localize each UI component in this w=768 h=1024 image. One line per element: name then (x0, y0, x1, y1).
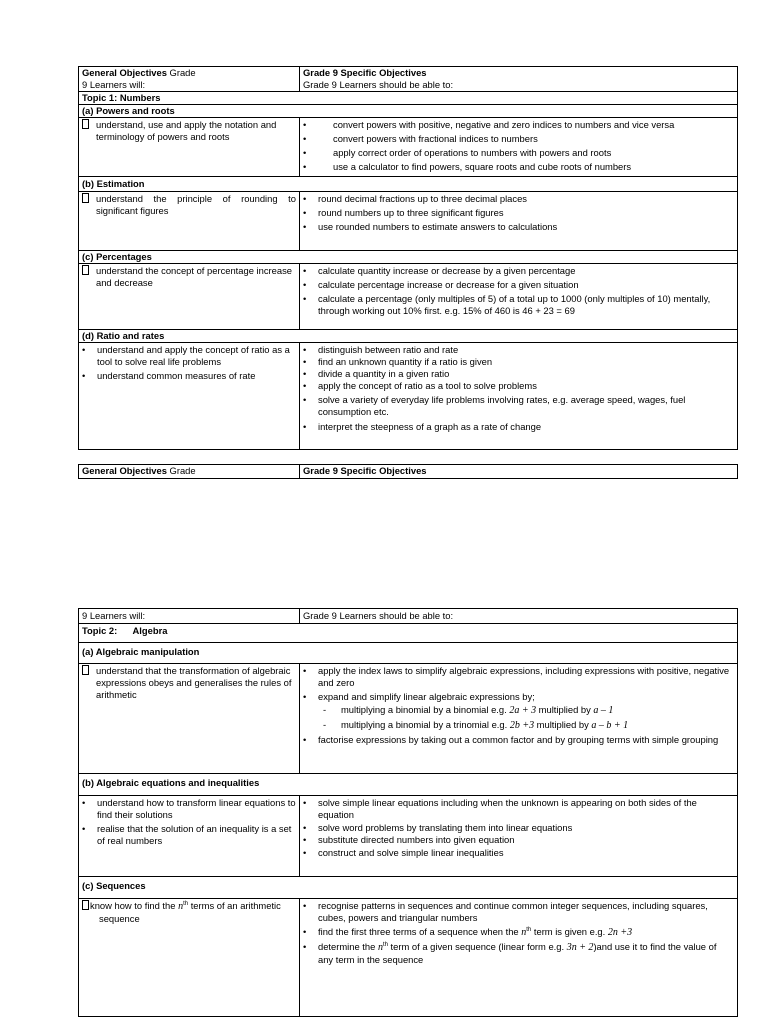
checkbox-bullet-icon (82, 119, 89, 129)
sub-list-item (303, 719, 734, 732)
specific-objectives-label: Grade 9 Specific Objectives (303, 465, 427, 476)
item-text: understand, use and apply the notation and terminology of powers and roots (96, 119, 277, 142)
sub-list-item (303, 704, 734, 717)
list-item (303, 380, 734, 392)
list-item (303, 279, 734, 291)
topic2-algebra-table (78, 608, 738, 1017)
superscript: th (526, 926, 532, 933)
list-item (82, 370, 296, 382)
superscript: th (382, 941, 388, 948)
bullet-icon: • (303, 356, 307, 367)
learners-able-label: Grade 9 Learners should be able to: (303, 610, 454, 621)
list-item (303, 394, 734, 418)
item-text: use a calculator to find powers, square roots and cube roots of numbers (333, 161, 632, 172)
dash-icon: - (323, 704, 327, 715)
learners-will-label: 9 Learners will: (79, 609, 300, 623)
section-title-row (79, 177, 737, 192)
item-text: calculate a percentage (only multiples of 5) of a total up to 1000 (only multiples of 10) mentally, through working out 10% first. e.g. 15% of 460 is 46 + 23 = 69 (318, 293, 711, 316)
bullet-icon: • (303, 797, 307, 808)
topic-row (79, 624, 737, 643)
item-text: convert powers with fractional indices to numbers (333, 133, 538, 144)
list-item (303, 734, 734, 746)
bullet-icon: • (303, 344, 307, 355)
item-text: calculate quantity increase or decrease by a given percentage (318, 265, 576, 276)
section-content-sequences (79, 899, 737, 1016)
header-row (79, 609, 737, 624)
list-item (303, 797, 734, 821)
bullet-icon: • (303, 847, 307, 858)
bullet-icon: • (303, 265, 307, 276)
list-item (303, 221, 734, 233)
item-text: understand the concept of percentage increase and decrease (96, 265, 292, 288)
item-text: understand common measures of rate (97, 370, 256, 381)
math-expression: 2b +3 (509, 720, 535, 731)
math-expression: 3n + 2 (566, 942, 594, 953)
item-text: realise that the solution of an inequality is a set of real numbers (97, 823, 292, 846)
list-item (82, 797, 296, 821)
bullet-icon: • (303, 734, 307, 745)
item-text: solve a variety of everyday life problems involving rates, e.g. average speed, wages, fuel consumption etc. (318, 394, 686, 417)
learners-able-label: Grade 9 Learners should be able to: (303, 79, 454, 90)
list-item (82, 665, 296, 701)
header-row (79, 67, 737, 92)
section-content-equations (79, 796, 737, 877)
bullet-icon: • (303, 161, 307, 172)
specific-objective-cell (300, 796, 737, 876)
item-text: apply correct order of operations to numbers with powers and roots (333, 147, 612, 158)
bullet-icon: • (82, 797, 86, 808)
list-item (303, 147, 734, 159)
topic-title: Topic 1: Numbers (82, 92, 161, 103)
item-text: factorise expressions by taking out a common factor and by grouping terms with simple grouping (318, 734, 719, 745)
math-variable: n (521, 927, 527, 938)
list-item (303, 193, 734, 205)
general-objectives-label: General Objectives (82, 465, 167, 476)
bullet-icon: • (303, 133, 307, 144)
item-text: understand and apply the concept of ratio as a tool to solve real life problems (97, 344, 290, 367)
math-variable: n (178, 901, 184, 912)
bullet-icon: • (303, 394, 307, 405)
list-item (82, 900, 296, 925)
bullet-icon: • (303, 368, 307, 379)
specific-objectives-label: Grade 9 Specific Objectives (303, 67, 427, 78)
specific-objective-cell (300, 899, 737, 1016)
bullet-icon: • (303, 147, 307, 158)
item-text: multiplying a binomial by a trinomial e.g. (341, 719, 510, 730)
list-item (303, 133, 734, 145)
math-variable: n (377, 942, 383, 953)
bullet-icon: • (82, 823, 86, 834)
bullet-icon: • (82, 344, 86, 355)
specific-objective-cell (300, 343, 737, 449)
list-item (303, 207, 734, 219)
item-text: expand and simplify linear algebraic expressions by; (318, 691, 535, 702)
checkbox-bullet-icon (82, 265, 89, 275)
list-item (82, 344, 296, 368)
list-item (303, 900, 734, 924)
section-content-ratio (79, 343, 737, 449)
item-text: divide a quantity in a given ratio (318, 368, 450, 379)
bullet-icon: • (82, 370, 86, 381)
general-objectives-header (79, 465, 300, 478)
list-item (82, 119, 296, 143)
item-text: convert powers with positive, negative and zero indices to numbers and vice versa (333, 119, 675, 130)
bullet-icon: • (303, 941, 307, 952)
header-row (79, 465, 737, 478)
list-item (82, 265, 296, 289)
specific-objective-cell (300, 192, 737, 250)
item-text: substitute directed numbers into given equation (318, 834, 515, 845)
section-content-powers (79, 118, 737, 177)
section-title-row (79, 251, 737, 264)
bullet-icon: • (303, 207, 307, 218)
bullet-icon: • (303, 834, 307, 845)
item-text: use rounded numbers to estimate answers to calculations (318, 221, 558, 232)
bullet-icon: • (303, 926, 307, 937)
item-text: distinguish between ratio and rate (318, 344, 459, 355)
specific-objective-cell (300, 664, 737, 773)
bullet-icon: • (303, 279, 307, 290)
item-text: interpret the steepness of a graph as a rate of change (318, 421, 542, 432)
specific-objectives-header (300, 67, 737, 91)
list-item (303, 265, 734, 277)
bullet-icon: • (303, 900, 307, 911)
checkbox-bullet-icon (82, 193, 89, 203)
item-text: determine the (318, 941, 378, 952)
math-expression: 2a + 3 (509, 705, 537, 716)
math-expression: a – b + 1 (591, 720, 629, 731)
item-text: terms of an arithmetic sequence (99, 900, 281, 924)
general-objective-cell (79, 343, 300, 449)
superscript: th (183, 900, 189, 907)
list-item (303, 665, 734, 689)
item-text: find an unknown quantity if a ratio is given (318, 356, 493, 367)
item-text: know how to find the (90, 900, 179, 911)
grade-label: Grade (166, 67, 196, 78)
list-item (303, 356, 734, 368)
specific-objectives-header (300, 465, 737, 478)
section-title-estimation: (b) Estimation (82, 178, 145, 189)
general-objective-cell (79, 118, 300, 176)
item-text: calculate percentage increase or decrease for a given situation (318, 279, 579, 290)
section-title-row (79, 877, 737, 899)
section-title-powers: (a) Powers and roots (82, 105, 175, 116)
bullet-icon: • (303, 221, 307, 232)
math-expression: a – 1 (593, 705, 614, 716)
list-item (303, 293, 734, 317)
item-text: multiplied by (536, 704, 594, 715)
bullet-icon: • (303, 293, 307, 304)
general-objective-cell (79, 664, 300, 773)
list-item (82, 193, 296, 217)
bullet-icon: • (303, 665, 307, 676)
list-item (303, 368, 734, 380)
general-objective-cell (79, 796, 300, 876)
item-text: recognise patterns in sequences and continue common integer sequences, including squares, cubes, powers and triangular numbers (318, 900, 708, 923)
specific-objective-cell (300, 264, 737, 329)
topic-title: Topic 2: Algebra (82, 625, 168, 636)
item-text: round decimal fractions up to three decimal places (318, 193, 527, 204)
section-title-equations: (b) Algebraic equations and inequalities (82, 777, 260, 788)
list-item (303, 822, 734, 834)
bullet-icon: • (303, 380, 307, 391)
section-title-row (79, 774, 737, 796)
item-text: term is given e.g. (531, 926, 608, 937)
section-title-sequences: (c) Sequences (82, 880, 146, 891)
section-content-percentages (79, 264, 737, 330)
item-text: understand how to transform linear equations to find their solutions (97, 797, 296, 820)
section-title-percentages: (c) Percentages (82, 251, 152, 262)
item-text: apply the concept of ratio as a tool to solve problems (318, 380, 537, 391)
list-item (303, 161, 734, 173)
section-title-algebraic-manipulation: (a) Algebraic manipulation (82, 646, 200, 657)
item-text: multiplied by (534, 719, 592, 730)
list-item (303, 847, 734, 859)
bullet-icon: • (303, 691, 307, 702)
bullet-icon: • (303, 193, 307, 204)
topic1-numbers-table (78, 66, 738, 450)
dash-icon: - (323, 719, 327, 730)
item-text: understand the principle of rounding to significant figures (96, 193, 296, 216)
topic-row (79, 92, 737, 105)
list-item (303, 926, 734, 939)
general-objectives-label: General Objectives (82, 67, 167, 78)
bullet-icon: • (303, 421, 307, 432)
bullet-icon: • (303, 822, 307, 833)
bullet-icon: • (303, 119, 307, 130)
list-item (303, 421, 734, 433)
list-item (303, 344, 734, 356)
section-title-row (79, 643, 737, 664)
general-objective-cell (79, 264, 300, 329)
section-content-estimation (79, 192, 737, 251)
section-title-row (79, 105, 737, 118)
item-text: apply the index laws to simplify algebraic expressions, including expressions with positive, negative and zero (318, 665, 730, 688)
section-title-row (79, 330, 737, 343)
learners-will-label: 9 Learners will: (82, 79, 146, 90)
item-text: solve simple linear equations including when the unknown is appearing on both sides of the equation (318, 797, 697, 820)
list-item (303, 834, 734, 846)
list-item (303, 941, 734, 966)
general-objective-cell (79, 192, 300, 250)
item-text: round numbers up to three significant figures (318, 207, 504, 218)
math-expression: 2n +3 (607, 927, 633, 938)
item-text: solve word problems by translating them into linear equations (318, 822, 573, 833)
item-text: understand that the transformation of algebraic expressions obeys and generalises the rules of arithmetic (96, 665, 292, 700)
item-text: find the first three terms of a sequence when the (318, 926, 522, 937)
general-objective-cell (79, 899, 300, 1016)
list-item (303, 119, 734, 131)
item-text: construct and solve simple linear inequalities (318, 847, 504, 858)
specific-objective-cell (300, 118, 737, 176)
item-text: term of a given sequence (linear form e.g. (387, 941, 567, 952)
section-title-ratio: (d) Ratio and rates (82, 330, 165, 341)
checkbox-bullet-icon (82, 665, 89, 675)
item-text: )and use it to find the value of any term in the sequence (318, 941, 717, 965)
checkbox-bullet-icon (82, 900, 89, 910)
continued-header-table (78, 464, 738, 479)
section-content-algebraic-manipulation (79, 664, 737, 774)
list-item (303, 691, 734, 703)
list-item (82, 823, 296, 847)
item-text: multiplying a binomial by a binomial e.g. (341, 704, 510, 715)
general-objectives-header (79, 67, 300, 91)
grade-label: Grade (166, 465, 196, 476)
